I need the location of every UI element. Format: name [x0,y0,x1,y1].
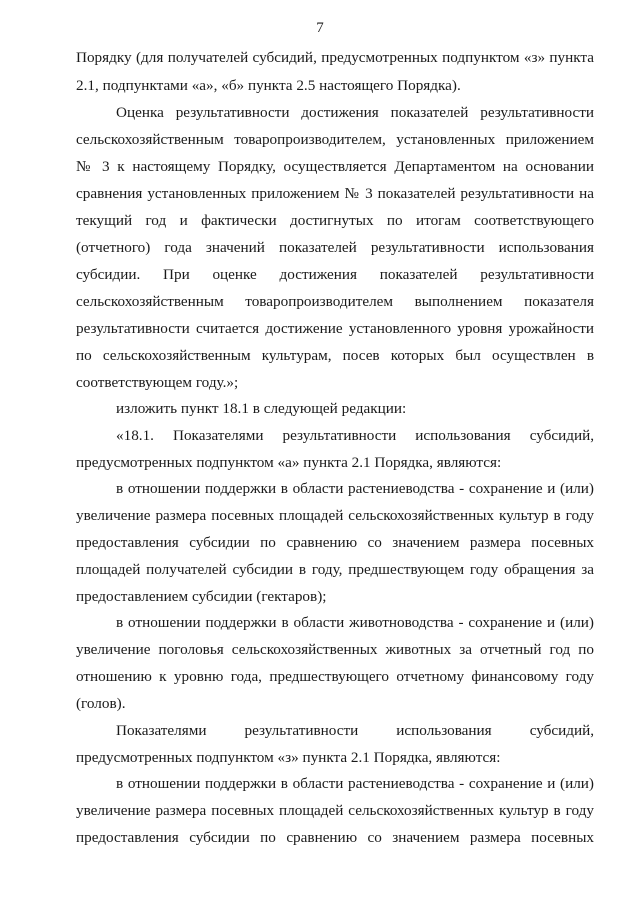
text-line: отношению к уровню года, предшествующего отчетному финансовому году [76,668,594,685]
text-line: предусмотренных подпунктом «з» пункта 2.1 Порядка, являются: [76,749,501,766]
text-line: в отношении поддержки в области животноводства - сохранение и (или) [116,614,594,631]
text-line: увеличение размера посевных площадей сельскохозяйственных культур в году [76,802,594,819]
text-line: по сельскохозяйственным культурам, посев которых был осуществлен в [76,347,594,364]
text-line: предоставления субсидии по сравнению со значением размера посевных [76,829,594,846]
text-line: соответствующем году.»; [76,374,239,391]
text-line: Показателями результативности использования субсидий, [116,722,594,739]
page-number: 7 [316,20,324,36]
text-line: сравнения установленных приложением № 3 показателей результативности на [76,185,594,202]
text-line: сельскохозяйственным товаропроизводителем выполнением показателя [76,293,594,310]
text-line: предоставлением субсидии (гектаров); [76,588,327,605]
text-line: увеличение поголовья сельскохозяйственных животных за отчетный год по [76,641,594,658]
text-line: сельскохозяйственным товаропроизводителем, установленных приложением [76,131,594,148]
text-line: № 3 к настоящему Порядку, осуществляется Департаментом на основании [76,158,594,175]
text-line: Оценка результативности достижения показателей результативности [116,104,594,121]
text-line: «18.1. Показателями результативности использования субсидий, [116,427,594,444]
text-line: 2.1, подпунктами «а», «б» пункта 2.5 настоящего Порядка). [76,77,461,94]
text-line: в отношении поддержки в области растениеводства - сохранение и (или) [116,480,594,497]
text-line: увеличение размера посевных площадей сельскохозяйственных культур в году [76,507,594,524]
text-line: площадей получателей субсидии в году, предшествующем году обращения за [76,561,594,578]
text-line: текущий год и фактически достигнутых по итогам соответствующего [76,212,594,229]
text-line: предоставления субсидии по сравнению со значением размера посевных [76,534,594,551]
text-line: Порядку (для получателей субсидий, предусмотренных подпунктом «з» пункта [76,49,594,66]
text-line: в отношении поддержки в области растениеводства - сохранение и (или) [116,775,594,792]
text-line: результативности считается достижение установленного уровня урожайности [76,320,594,337]
text-line: (голов). [76,695,126,712]
text-line: субсидии. При оценке достижения показателей результативности [76,266,594,283]
text-line: предусмотренных подпунктом «а» пункта 2.1 Порядка, являются: [76,454,502,471]
text-line: изложить пункт 18.1 в следующей редакции: [116,400,407,417]
text-line: (отчетного) года значений показателей результативности использования [76,239,594,256]
